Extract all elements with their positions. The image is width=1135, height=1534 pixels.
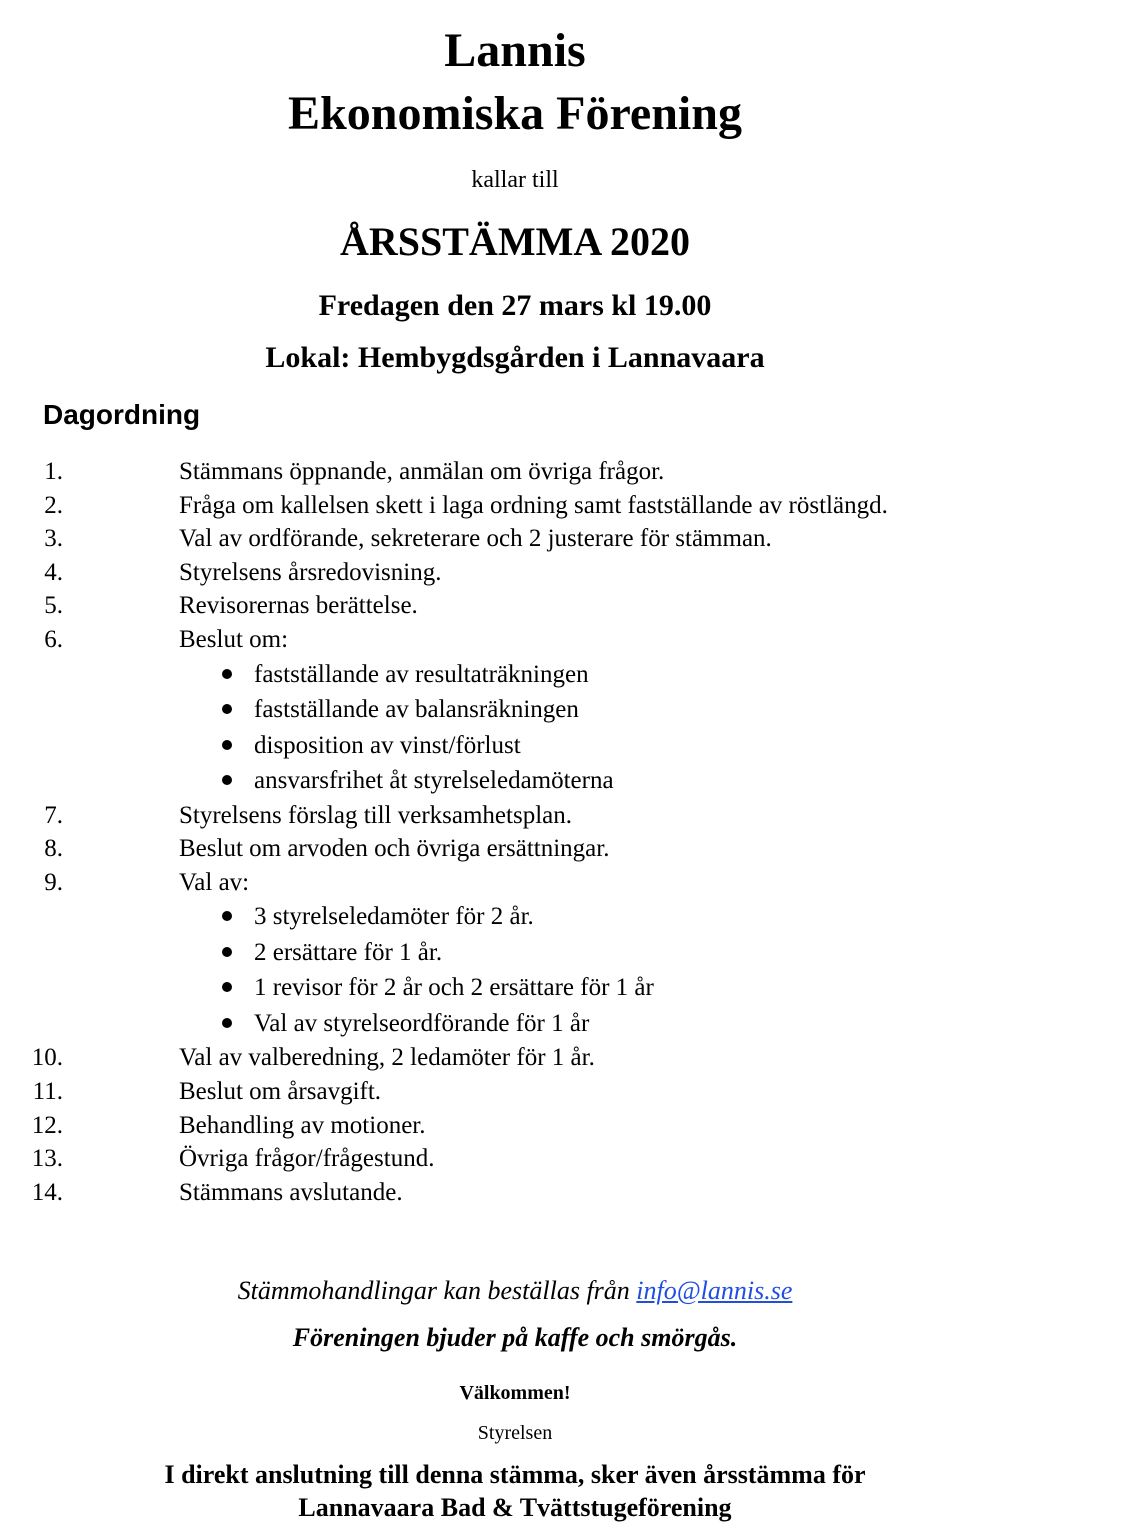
signature: Styrelsen bbox=[477, 1422, 553, 1444]
agenda-sub-item-text: fastställande av balansräkningen bbox=[254, 696, 579, 724]
agenda-item-number: 14. bbox=[31, 1178, 63, 1206]
agenda-item-number: 1. bbox=[44, 458, 63, 485]
agenda-item-number: 5. bbox=[44, 592, 63, 620]
agenda-item-number: 7. bbox=[44, 801, 63, 829]
agenda-item-text: Styrelsens årsredovisning. bbox=[179, 558, 442, 586]
footer-line1: I direkt anslutning till denna stämma, sker även årsstämma för bbox=[164, 1460, 866, 1489]
agenda-item-number: 10. bbox=[31, 1044, 63, 1072]
event-location: Lokal: Hembygdsgården i Lannavaara bbox=[265, 341, 765, 374]
agenda-item-text: Styrelsens förslag till verksamhetsplan. bbox=[179, 801, 572, 829]
agenda-item-text: Behandling av motioner. bbox=[179, 1111, 426, 1139]
bullet-icon bbox=[222, 775, 232, 785]
agenda-list bbox=[0, 455, 1000, 1209]
bullet-icon bbox=[222, 669, 232, 679]
agenda-item bbox=[0, 455, 1000, 489]
agenda-item-text: Revisorernas berättelse. bbox=[179, 592, 418, 620]
agenda-item-number: 3. bbox=[44, 525, 63, 553]
welcome-text: Välkommen! bbox=[459, 1382, 571, 1404]
agenda-item-number: 2. bbox=[44, 491, 63, 519]
agenda-sub-item-text: disposition av vinst/förlust bbox=[254, 731, 521, 759]
agenda-sub-item-text: 2 ersättare för 1 år. bbox=[254, 938, 443, 966]
title-line1: Lannis bbox=[444, 24, 586, 77]
agenda-sub-item bbox=[218, 728, 1000, 764]
agenda-item-text: Övriga frågor/frågestund. bbox=[179, 1145, 435, 1173]
agenda-sub-item bbox=[218, 763, 1000, 799]
agenda-item-number: 8. bbox=[44, 835, 63, 863]
agenda-sub-item bbox=[218, 657, 1000, 693]
agenda-sub-item bbox=[218, 935, 1000, 971]
agenda-item bbox=[0, 623, 1000, 657]
agenda-item-text: Stämmans avslutande. bbox=[179, 1178, 403, 1206]
agenda-item bbox=[0, 1041, 1000, 1075]
agenda-item bbox=[0, 1075, 1000, 1109]
agenda-item bbox=[0, 589, 1000, 623]
agenda-item-text: Val av valberedning, 2 ledamöter för 1 år. bbox=[179, 1044, 595, 1072]
bullet-icon bbox=[222, 982, 232, 992]
bullet-icon bbox=[222, 740, 232, 750]
agenda-item-number: 4. bbox=[44, 558, 63, 586]
agenda-item-number: 13. bbox=[31, 1145, 63, 1173]
agenda-sub-item-text: 1 revisor för 2 år och 2 ersättare för 1 år bbox=[254, 974, 654, 1002]
bullet-icon bbox=[222, 911, 232, 921]
agenda-item bbox=[0, 832, 1000, 866]
agenda-sub-item bbox=[218, 1006, 1000, 1042]
coffee-note: Föreningen bjuder på kaffe och smörgås. bbox=[292, 1323, 738, 1352]
agenda-item-text: Beslut om: bbox=[179, 625, 289, 653]
documents-text: Stämmohandlingar kan beställas från bbox=[237, 1276, 630, 1305]
agenda-item bbox=[0, 799, 1000, 833]
agenda-item-number: 9. bbox=[44, 868, 63, 896]
agenda-heading: Dagordning bbox=[43, 399, 201, 430]
subtitle: kallar till bbox=[471, 167, 559, 193]
agenda-sub-item bbox=[218, 899, 1000, 935]
bullet-icon bbox=[222, 1018, 232, 1028]
agenda-sub-item bbox=[218, 970, 1000, 1006]
agenda-sub-item-text: Val av styrelseordförande för 1 år bbox=[254, 1009, 590, 1037]
event-date: Fredagen den 27 mars kl 19.00 bbox=[318, 289, 712, 322]
agenda-sub-item-text: fastställande av resultaträkningen bbox=[254, 660, 589, 688]
agenda-item bbox=[0, 489, 1000, 523]
agenda-sub-item bbox=[218, 692, 1000, 728]
agenda-item-number: 11. bbox=[32, 1077, 63, 1105]
agenda-item-text: Val av ordförande, sekreterare och 2 justerare för stämman. bbox=[179, 525, 772, 553]
title-line2: Ekonomiska Förening bbox=[288, 87, 742, 140]
agenda-item-text: Beslut om arvoden och övriga ersättningar. bbox=[179, 835, 610, 863]
documents-note bbox=[0, 1274, 1030, 1308]
agenda-sub-item-text: ansvarsfrihet åt styrelseledamöterna bbox=[254, 767, 614, 795]
agenda-item-text: Beslut om årsavgift. bbox=[179, 1077, 382, 1105]
bullet-icon bbox=[222, 947, 232, 957]
agenda-sub-item-text: 3 styrelseledamöter för 2 år. bbox=[254, 903, 534, 931]
agenda-item bbox=[0, 866, 1000, 900]
agenda-item bbox=[0, 522, 1000, 556]
footer-line2: Lannavaara Bad & Tvättstugeförening bbox=[298, 1493, 732, 1522]
agenda-item-text: Val av: bbox=[179, 868, 250, 896]
agenda-item-number: 12. bbox=[31, 1111, 63, 1139]
event-title: ÅRSSTÄMMA 2020 bbox=[339, 219, 691, 264]
agenda-item bbox=[0, 556, 1000, 590]
email-link[interactable]: info@lannis.se bbox=[636, 1276, 793, 1305]
bullet-icon bbox=[222, 704, 232, 714]
agenda-item bbox=[0, 1176, 1000, 1210]
agenda-item-text: Stämmans öppnande, anmälan om övriga frågor. bbox=[179, 458, 665, 485]
agenda-item bbox=[0, 1142, 1000, 1176]
agenda-item-text: Fråga om kallelsen skett i laga ordning samt fastställande av röstlängd. bbox=[179, 491, 888, 519]
agenda-item-number: 6. bbox=[44, 625, 63, 653]
agenda-item bbox=[0, 1109, 1000, 1143]
